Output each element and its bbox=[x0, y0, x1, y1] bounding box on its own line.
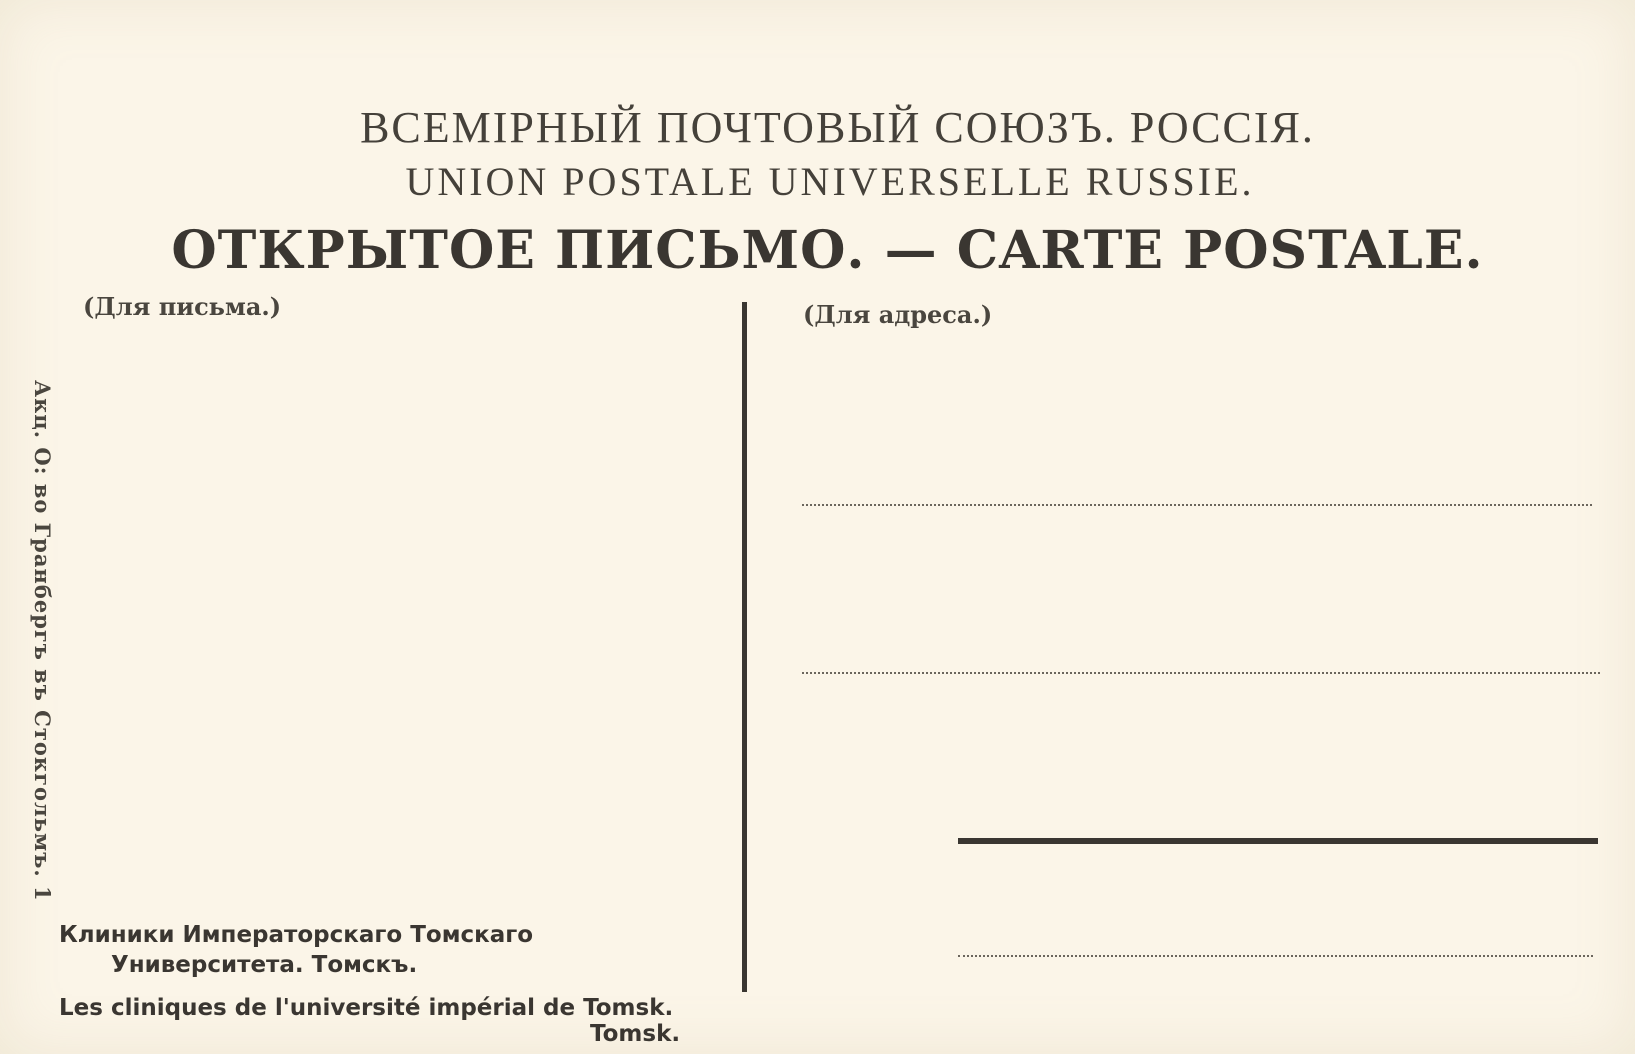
caption-french-line-1: Les cliniques de l'université impérial de Tomsk. bbox=[59, 995, 674, 1021]
header-line-french: UNION POSTALE UNIVERSELLE RUSSIE. bbox=[405, 159, 1255, 204]
address-line-3 bbox=[958, 955, 1593, 957]
caption-russian-line-1: Клиники Императорскаго Томскаго bbox=[59, 922, 534, 948]
publisher-imprint: Акц. О: во Гранбергъ въ Стокгольмъ. 1 bbox=[30, 380, 55, 902]
caption-russian-line-2: Университета. Томскъ. bbox=[111, 952, 418, 978]
address-line-1 bbox=[802, 504, 1592, 506]
letter-area-label: (Для письма.) bbox=[83, 292, 282, 321]
header-title: ОТКРЫТОЕ ПИСЬМО. — CARTE POSTALE. bbox=[171, 220, 1484, 281]
address-line-2 bbox=[802, 672, 1600, 674]
address-area-label: (Для адреса.) bbox=[803, 300, 993, 329]
caption-french-line-2: Tomsk. bbox=[590, 1021, 681, 1047]
center-divider-line bbox=[742, 302, 747, 992]
header-line-russian: ВСЕМIРНЫЙ ПОЧТОВЫЙ СОЮЗЪ. РОССIЯ. bbox=[360, 103, 1315, 152]
address-underline bbox=[958, 838, 1598, 844]
